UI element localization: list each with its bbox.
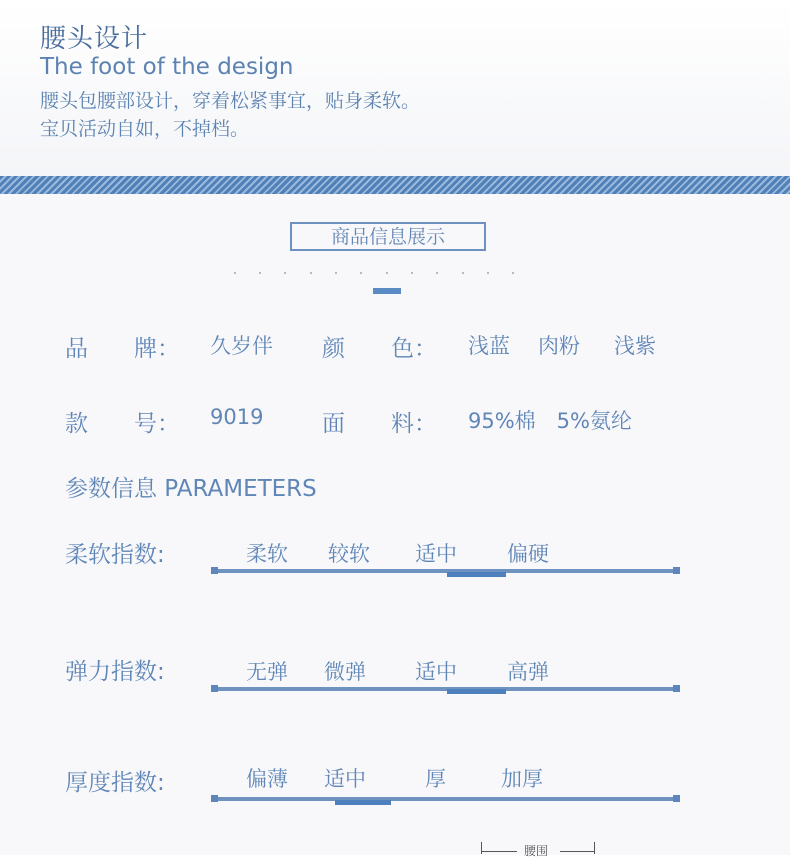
thickness-option: 厚	[425, 767, 446, 791]
elasticity-option: 适中	[415, 660, 457, 684]
elasticity-label: 弹力指数:	[65, 659, 165, 685]
intro-line-2: 宝贝活动自如，不掉档。	[40, 118, 250, 140]
parameters-heading: 参数信息 PARAMETERS	[65, 476, 317, 502]
color-label: 颜 色：	[322, 336, 437, 362]
waist-label: 腰围	[524, 844, 549, 858]
dot	[234, 272, 236, 274]
measure-line	[481, 851, 517, 852]
dot	[487, 272, 489, 274]
elasticity-indicator	[447, 689, 506, 694]
dot-divider	[230, 264, 520, 276]
dot	[259, 272, 261, 274]
thickness-track	[214, 797, 678, 801]
intro-subtitle: The foot of the design	[40, 54, 294, 80]
thickness-option: 加厚	[501, 767, 543, 791]
softness-option: 适中	[415, 542, 457, 566]
color-value-3: 浅紫	[614, 334, 656, 358]
thickness-label: 厚度指数:	[65, 770, 165, 796]
elasticity-track	[214, 687, 678, 691]
color-value-2: 肉粉	[538, 334, 580, 358]
elasticity-track-end	[673, 685, 680, 692]
softness-label: 柔软指数:	[65, 542, 165, 568]
brand-value: 久岁伴	[210, 334, 273, 358]
dot	[462, 272, 464, 274]
softness-track-start	[211, 567, 218, 574]
thickness-track-start	[211, 795, 218, 802]
dot	[360, 272, 362, 274]
elasticity-option: 无弹	[246, 660, 288, 684]
softness-option: 较软	[328, 542, 370, 566]
softness-option: 偏硬	[507, 542, 549, 566]
thickness-option: 适中	[324, 767, 366, 791]
brand-label: 品 牌：	[65, 336, 180, 362]
measure-tick	[594, 842, 595, 854]
section-accent-bar	[373, 288, 401, 294]
model-label: 款 号：	[65, 411, 180, 437]
fabric-value: 95%棉 5%氨纶	[468, 409, 632, 433]
fabric-label: 面 料：	[322, 411, 437, 437]
stripe-divider	[0, 176, 790, 194]
softness-option: 柔软	[246, 542, 288, 566]
thickness-indicator	[335, 800, 391, 805]
measure-tick	[481, 842, 482, 854]
softness-track	[214, 569, 678, 573]
elasticity-track-start	[211, 685, 218, 692]
measure-line	[560, 851, 594, 852]
elasticity-option: 微弹	[324, 660, 366, 684]
model-value: 9019	[210, 405, 264, 429]
intro-title: 腰头设计	[40, 24, 149, 54]
intro-line-1: 腰头包腰部设计，穿着松紧事宜，贴身柔软。	[40, 90, 421, 112]
dot	[310, 272, 312, 274]
intro-desc	[40, 87, 420, 143]
waist-measure-diagram	[480, 842, 596, 858]
dot	[411, 272, 413, 274]
elasticity-option: 高弹	[507, 660, 549, 684]
dot	[284, 272, 286, 274]
softness-track-end	[673, 567, 680, 574]
dot	[335, 272, 337, 274]
softness-indicator	[447, 572, 506, 577]
thickness-track-end	[673, 795, 680, 802]
thickness-option: 偏薄	[246, 767, 288, 791]
intro-panel	[0, 0, 790, 176]
dot	[512, 272, 514, 274]
dot	[436, 272, 438, 274]
color-value-1: 浅蓝	[468, 334, 510, 358]
dot	[386, 272, 388, 274]
section-title: 商品信息展示	[290, 222, 486, 251]
